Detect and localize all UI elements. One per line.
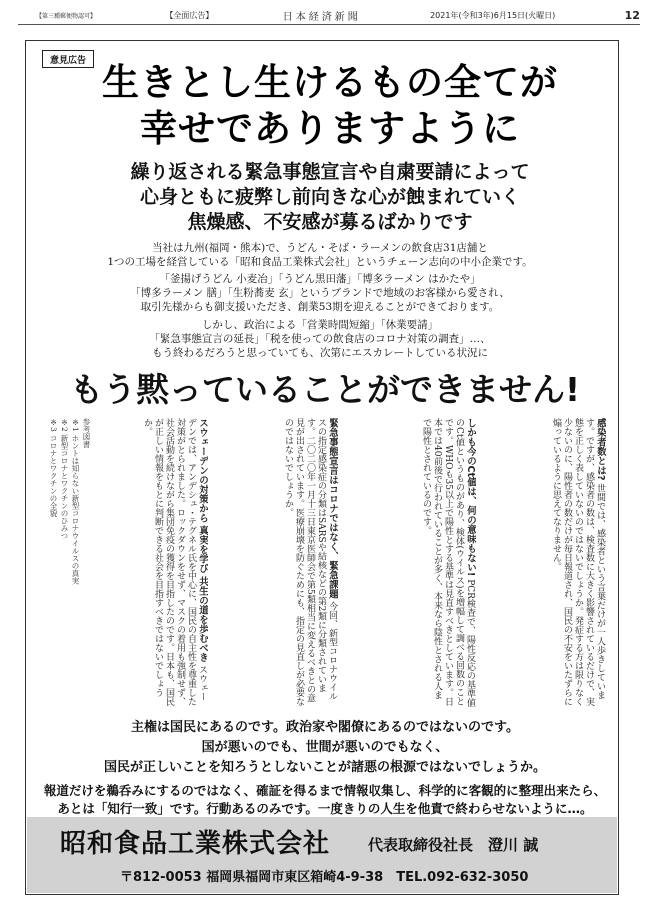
company-address: 〒812-0053 福岡県福岡市東区箱崎4-9-38 TEL.092-632-3050 <box>120 870 529 885</box>
column-heading: 感染者数とは? <box>595 418 606 481</box>
situation-line: もう終わるだろうと思っていても、次第にエスカレートしている状況に <box>152 347 488 359</box>
situation-line: 「緊急事態宣言の延長」「税を使っての飲食店のコロナ対策の調査」…、 <box>149 333 491 345</box>
column-body: 今回、新型コロナウイルスの指定感染症の分類はSARSや結核などの第2類に分類されています。二〇二〇年一月十三日東京医師会で第5類相当に変えるべきとの意見が出されています。医療崩壊を防ぐためにも、指定の見直しが必要なのではないでしょうか。 <box>283 418 337 706</box>
brands-paragraph <box>40 272 600 314</box>
masthead-page-number: 12 <box>624 8 640 22</box>
column-heading: しかも今のCt値は、何の意味もない! <box>465 418 476 577</box>
intro-line: 当社は九州(福岡・熊本)で、うどん・そば・ラーメンの飲食店31店舗と <box>152 242 488 254</box>
column-body: 世間では、感染者という言葉だけが一人歩きしています。ですが、感染者の数は、検査数に大きく影響されているだけで、実態を正しく表していないのではないでしょうか。発症する方は限りなく少ないのに、陽性者の数だけが毎日報道され、国民の不安をいたずらに煽っているように思えてなりません。 <box>551 418 605 706</box>
body-columns <box>46 418 606 708</box>
situation-paragraph <box>40 318 600 360</box>
reference-item: ※3 コロナとワクチンの全貌 <box>49 418 58 517</box>
masthead-paper-name: 日本経済新聞 <box>282 11 361 23</box>
column-emergency <box>218 418 338 708</box>
references <box>46 418 91 668</box>
company-name: 昭和食品工業株式会社 <box>60 829 331 859</box>
column-heading: 緊急事態宣言はコロナではなく、緊急課題 <box>327 418 338 599</box>
masthead-section: 【全面広告】 <box>165 10 214 20</box>
column-sweden <box>96 418 208 708</box>
company-representative: 代表取締役社長 澄川 誠 <box>368 836 539 854</box>
appeal-line-1: 主権は国民にあるのです。政治家や閣僚にあるのではないのです。 <box>131 720 519 735</box>
reference-item: ※1 ホントは知らない新型コロナウイルスの真実 <box>71 418 80 585</box>
references-title: 参考図書 <box>82 418 91 448</box>
headline-line-1: 生きとし生けるもの全てが <box>102 61 558 104</box>
column-heading: スウェーデンの対策から 真実を学び 共生の道を歩むべき <box>197 418 208 663</box>
appeal-line-2: 国が悪いのでも、世間が悪いのでもなく、 <box>201 740 449 755</box>
opinion-ad-badge: 意見広告 <box>42 50 94 68</box>
reference-item: ※2 新型コロナとワクチンのひみつ <box>60 418 69 540</box>
headline-line-2: 幸せでありますように <box>140 107 520 150</box>
brands-line: 取引先様からも御支援いただき、創業53期を迎えることができております。 <box>140 301 500 313</box>
brands-line: 「釜揚げうどん 小麦冶」「うどん黒田藩」「博多ラーメン はかたや」 <box>159 273 481 285</box>
column-infected-count <box>486 418 606 708</box>
masthead-left-note: 【第三種郵便物認可】 <box>36 12 97 20</box>
subheadline-line-2: 心身ともに疲弊し前向きな心が蝕まれていく <box>139 186 520 208</box>
subheadline-line-3: 焦燥感、不安感が募るばかりです <box>187 211 473 233</box>
column-body: PCR検査で、陽性反応の基準値のCt値というものがあり、検体(ウイルス)を増幅して調べる回数のことです。WHOも35以上で陽性とする基準は見直すべきとしています。日本では40前後で行われていることが多く、本来なら陰性とされる人まで陽性とされているのです。 <box>421 418 475 707</box>
closing-line-1: 報道だけを鵜呑みにするのではなく、確証を得るまで情報収集し、科学的に客観的に整理出来たら、 <box>43 783 607 798</box>
masthead-date: 2021年(令和3年)6月15日(火曜日) <box>430 10 556 20</box>
closing-line-2: あとは「知行一致」です。行動あるのみです。一度きりの人生を他責で終わらせないように…。 <box>57 801 593 816</box>
masthead-rule <box>18 24 640 25</box>
column-body: スウェーデンでは、アンデシュ・テグネル氏を中心に、国民の自主性を尊重した対策がとられました。ロックダウンをせず、マスクの着用も強制せず、社会活動を続けながら集団免疫の獲得を目指したのです。日本も、国民が正しい情報をもとに判断できる社会を目指すべきではないでしょうか。 <box>142 418 207 706</box>
situation-line: しかし、政治による「営業時間短縮」「休業要請」 <box>201 319 439 331</box>
column-ct-value <box>348 418 476 708</box>
big-statement: もう黙っていることができません! <box>69 370 581 409</box>
intro-line: 1つの工場を経営している「昭和食品工業株式会社」というチェーン志向の中小企業です。 <box>107 256 533 268</box>
masthead <box>36 8 640 22</box>
intro-paragraph <box>40 241 600 269</box>
appeal-line-3: 国民が正しいことを知ろうとしないことが諸悪の根源ではないでしょうか。 <box>103 760 546 775</box>
brands-line: 「博多ラーメン 膳」「生粉蕎麦 玄」というブランドで地域のお客様から愛され、 <box>130 287 510 299</box>
subheadline-line-1: 繰り返される緊急事態宣言や自粛要請によって <box>130 161 530 183</box>
